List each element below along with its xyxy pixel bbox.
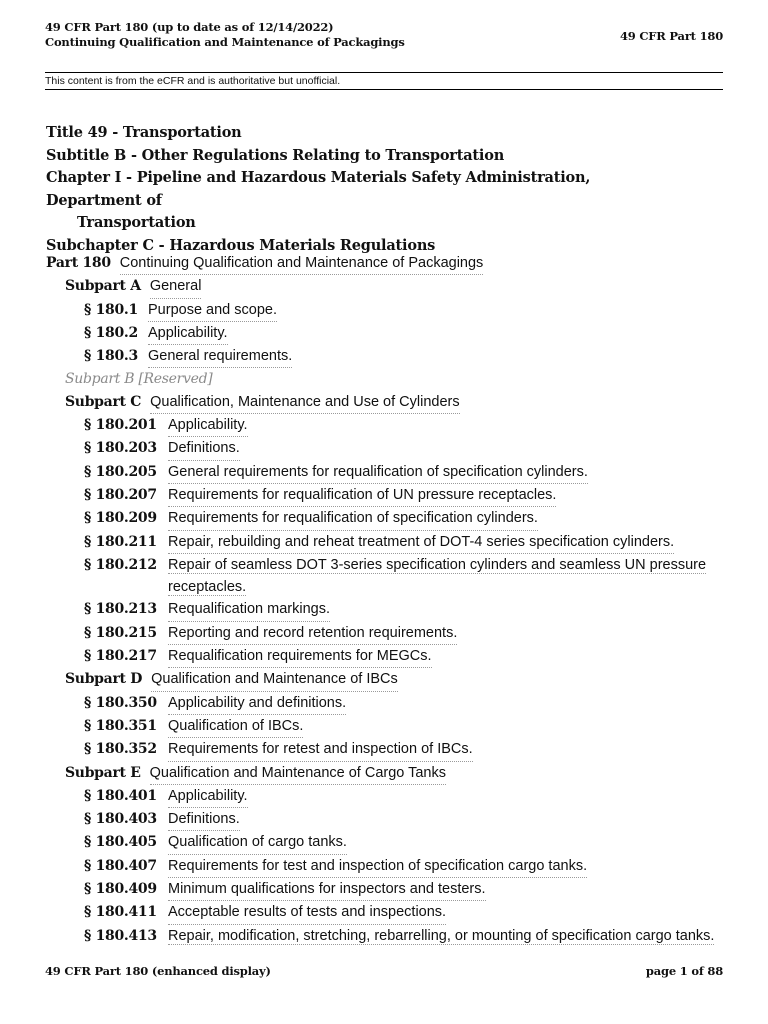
section-title-link[interactable]: Minimum qualifications for inspectors and testers. <box>168 878 486 901</box>
toc-section <box>46 738 726 761</box>
hierarchy-chapter <box>46 167 686 235</box>
section-number: § 180.350 <box>84 694 157 711</box>
toc-section <box>46 925 726 947</box>
section-number: § 180.405 <box>84 834 157 851</box>
hierarchy-title: Title 49 - Transportation <box>46 124 242 141</box>
toc-section <box>46 808 726 831</box>
section-number: § 180.411 <box>84 904 157 921</box>
section-number: § 180.205 <box>84 463 157 480</box>
subpart-c-number: Subpart C <box>65 393 142 410</box>
section-title-link[interactable]: Requalification markings. <box>168 598 330 621</box>
subpart-b-reserved: Subpart B [Reserved] <box>65 371 213 388</box>
toc-section <box>46 437 726 460</box>
page-footer <box>45 964 723 978</box>
toc-section <box>46 507 726 530</box>
toc-section <box>46 484 726 507</box>
section-title-link[interactable]: Applicability. <box>168 414 248 437</box>
section-title-link[interactable]: Requirements for requalification of UN pressure receptacles. <box>168 484 556 507</box>
footer-doc-label: 49 CFR Part 180 (enhanced display) <box>45 964 271 978</box>
toc-subpart-e <box>46 762 726 785</box>
section-number: § 180.207 <box>84 486 157 503</box>
subpart-e-title-link[interactable]: Qualification and Maintenance of Cargo Tanks <box>150 762 446 785</box>
hierarchy-chapter-line1: Chapter I - Pipeline and Hazardous Materials Safety Administration, Department of <box>46 169 591 209</box>
section-title <box>168 925 724 947</box>
header-right: 49 CFR Part 180 <box>619 29 723 43</box>
subpart-e-number: Subpart E <box>65 764 141 781</box>
section-title-link[interactable]: Requalification requirements for MEGCs. <box>168 645 432 668</box>
section-title-link[interactable]: Requirements for test and inspection of specification cargo tanks. <box>168 855 587 878</box>
subpart-c-title-link[interactable]: Qualification, Maintenance and Use of Cylinders <box>150 391 460 414</box>
section-title-link[interactable]: Repair of seamless DOT 3-series specification cylinders and seamless UN pressure receptacles. <box>168 556 707 596</box>
section-number: § 180.3 <box>84 348 138 365</box>
page-header <box>45 20 723 50</box>
section-number: § 180.212 <box>84 556 157 573</box>
toc-section <box>46 414 726 437</box>
hierarchy-subtitle: Subtitle B - Other Regulations Relating to Transportation <box>46 146 505 164</box>
section-title-link[interactable]: General requirements for requalification of specification cylinders. <box>168 461 588 484</box>
toc-section <box>46 622 726 645</box>
toc-section <box>46 299 726 322</box>
section-number: § 180.203 <box>84 440 157 457</box>
section-title-link[interactable]: Definitions. <box>168 437 240 460</box>
section-number: § 180.217 <box>84 648 157 665</box>
section-number: § 180.409 <box>84 881 157 898</box>
section-title-link[interactable]: Repair, modification, stretching, rebarrelling, or mounting of specification cargo tanks. <box>168 927 715 944</box>
toc-section <box>46 531 726 554</box>
subpart-a-number: Subpart A <box>65 278 141 295</box>
hierarchy-subchapter: Subchapter C - Hazardous Materials Regulations <box>46 236 436 254</box>
toc-subpart-c <box>46 391 726 414</box>
toc-section <box>46 345 726 368</box>
section-title-link[interactable]: Applicability and definitions. <box>168 692 346 715</box>
subpart-a-title-link[interactable]: General <box>150 275 202 298</box>
section-number: § 180.215 <box>84 624 157 641</box>
toc-section <box>46 461 726 484</box>
toc-section <box>46 322 726 345</box>
subpart-d-title-link[interactable]: Qualification and Maintenance of IBCs <box>151 668 398 691</box>
toc-section <box>46 831 726 854</box>
section-number: § 180.413 <box>84 927 157 944</box>
toc-section <box>46 855 726 878</box>
section-title <box>168 554 724 599</box>
header-rule-top <box>45 72 723 73</box>
toc-section <box>46 692 726 715</box>
section-title-link[interactable]: Reporting and record retention requirements. <box>168 622 457 645</box>
section-title-link[interactable]: Qualification of cargo tanks. <box>168 831 347 854</box>
toc-section <box>46 645 726 668</box>
header-rule-bottom <box>45 89 723 90</box>
hierarchy-chapter-line2: Transportation <box>77 214 196 231</box>
disclaimer: This content is from the eCFR and is authoritative but unofficial. <box>45 75 341 87</box>
toc-section <box>46 785 726 808</box>
section-title-link[interactable]: Repair, rebuilding and reheat treatment of DOT-4 series specification cylinders. <box>168 531 674 554</box>
section-title-link[interactable]: Applicability. <box>168 785 248 808</box>
toc-section <box>46 878 726 901</box>
section-number: § 180.352 <box>84 741 157 758</box>
toc-section <box>46 901 726 924</box>
toc-section <box>46 598 726 621</box>
section-number: § 180.211 <box>84 533 157 550</box>
section-number: § 180.403 <box>84 811 157 828</box>
toc-section <box>46 715 726 738</box>
section-title-link[interactable]: Definitions. <box>168 808 240 831</box>
part-title-link[interactable]: Continuing Qualification and Maintenance of Packagings <box>120 252 484 275</box>
section-number: § 180.401 <box>84 787 157 804</box>
section-number: § 180.407 <box>84 857 157 874</box>
section-title-link[interactable]: General requirements. <box>148 345 292 368</box>
section-number: § 180.351 <box>84 717 157 734</box>
section-title-link[interactable]: Requirements for retest and inspection of IBCs. <box>168 738 473 761</box>
part-number: Part 180 <box>46 255 111 271</box>
section-title-link[interactable]: Qualification of IBCs. <box>168 715 303 738</box>
section-title-link[interactable]: Purpose and scope. <box>148 299 277 322</box>
header-part-title: Continuing Qualification and Maintenance of Packagings <box>45 35 405 49</box>
header-citation: 49 CFR Part 180 (up to date as of 12/14/2022) <box>45 20 334 34</box>
section-number: § 180.201 <box>84 417 157 434</box>
toc-subpart-a <box>46 275 726 298</box>
section-title-link[interactable]: Requirements for requalification of specification cylinders. <box>168 507 538 530</box>
section-number: § 180.2 <box>84 324 138 341</box>
hierarchy <box>46 122 686 257</box>
toc-subpart-d <box>46 668 726 691</box>
toc-section <box>46 554 726 599</box>
section-number: § 180.209 <box>84 510 157 527</box>
section-title-link[interactable]: Acceptable results of tests and inspections. <box>168 901 446 924</box>
subpart-d-number: Subpart D <box>65 671 143 688</box>
table-of-contents <box>46 252 726 947</box>
section-number: § 180.1 <box>84 301 138 318</box>
section-number: § 180.213 <box>84 601 157 618</box>
section-title-link[interactable]: Applicability. <box>148 322 228 345</box>
toc-part <box>46 252 726 275</box>
toc-subpart-b-reserved <box>46 368 726 390</box>
footer-page-number: page 1 of 88 <box>645 964 723 978</box>
